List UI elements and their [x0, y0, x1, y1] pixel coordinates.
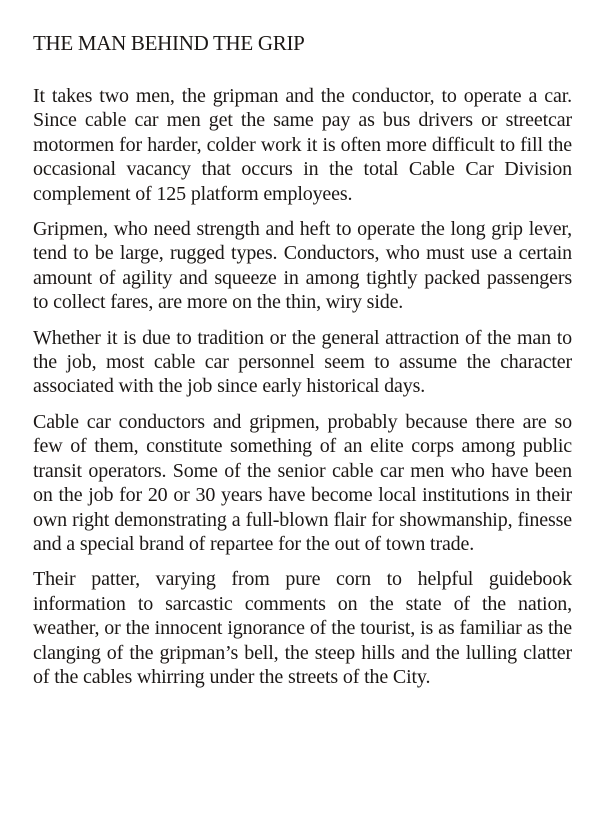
paragraph-tradition: Whether it is due to tradition or the general attraction of the man to the job, most cable car personnel seem to assume the character associated with the job since early historical days. [33, 326, 572, 398]
paragraph-crew-pay: It takes two men, the gripman and the conductor, to operate a car. Since cable car men get the same pay as bus drivers or streetcar motormen for harder, colder work it is often more difficult to fill the occasional vacancy that occurs in the total Cable Car Division complement of 125 platform employees. [33, 85, 572, 205]
document-page [33, 30, 572, 700]
paragraph-elite-corps: Cable car conductors and gripmen, probably because there are so few of them, constitute something of an elite corps among public transit operators. Some of the senior cable car men who have been on the job for 20 or 30 years have become local institutions in their own right demonstrating a full-blown flair for showmanship, finesse and a special brand of repartee for the out of town trade. [33, 410, 572, 555]
paragraph-gripmen-conductors: Gripmen, who need strength and heft to operate the long grip lever, tend to be large, rugged types. Conductors, who must use a certain amount of agility and squeeze in among tightly packed passengers to collect fares, are more on the thin, wiry side. [33, 218, 572, 314]
paragraph-patter: Their patter, varying from pure corn to helpful guidebook information to sarcastic comments on the state of the nation, weather, or the innocent ignorance of the tourist, is as familiar as the clanging of the gripman’s bell, the steep hills and the lulling clatter of the cables whirring under the streets of the City. [33, 568, 572, 688]
page-title: THE MAN BEHIND THE GRIP [33, 31, 305, 55]
